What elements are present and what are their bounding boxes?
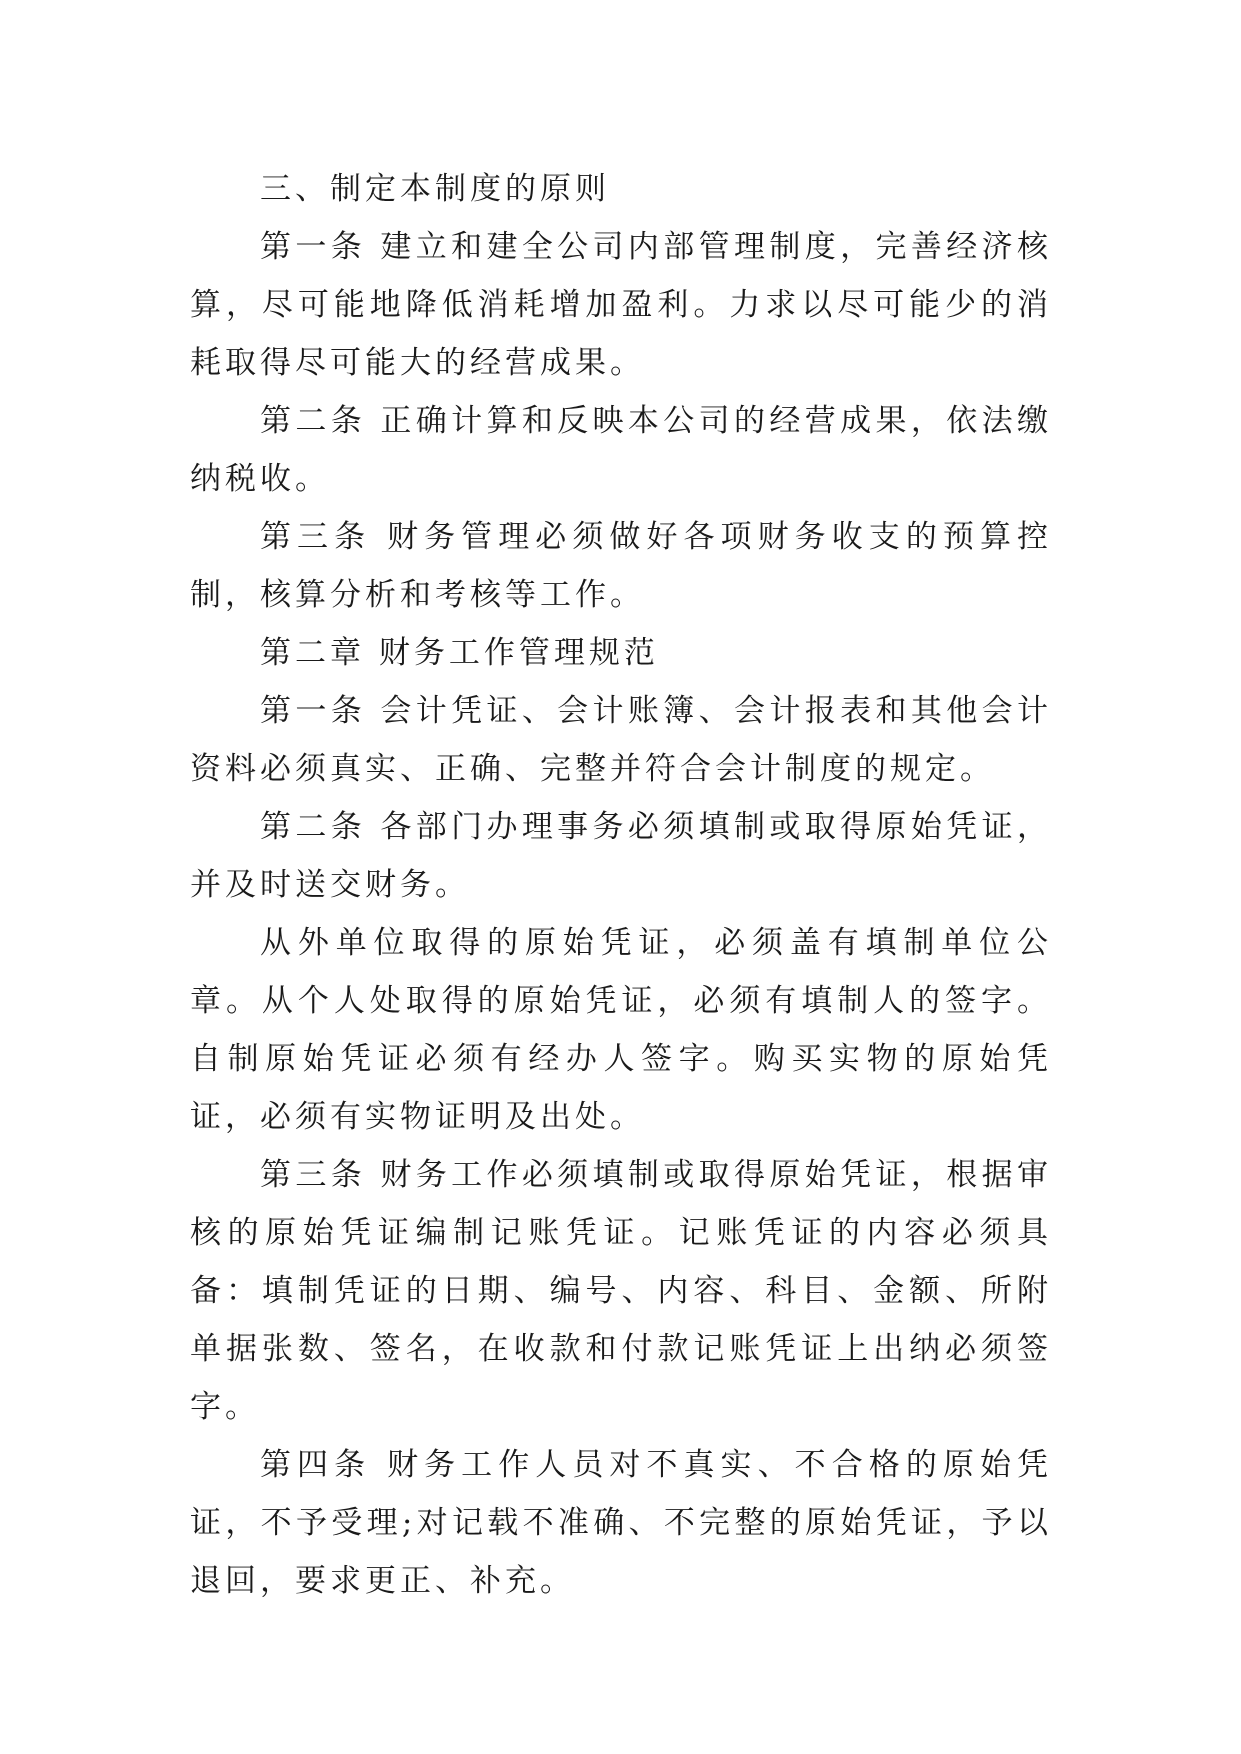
section-heading-principles: 三、制定本制度的原则 (260, 171, 610, 207)
paragraph-chapter2-article-1: 第一条 会计凭证、会计账簿、会计报表和其他会计资料必须真实、正确、完整并符合会计制度的规定。 (190, 693, 1052, 787)
paragraph-chapter2-article-2: 第二条 各部门办理事务必须填制或取得原始凭证，并及时送交财务。 (190, 809, 1052, 903)
document-page (190, 160, 1052, 1610)
paragraph-article-2: 第二条 正确计算和反映本公司的经营成果，依法缴纳税收。 (190, 403, 1052, 497)
paragraph-chapter2-article-3: 第三条 财务工作必须填制或取得原始凭证，根据审核的原始凭证编制记账凭证。记账凭证的内容必须具备：填制凭证的日期、编号、内容、科目、金额、所附单据张数、签名，在收款和付款记账凭证上出纳必须签字。 (190, 1157, 1052, 1425)
paragraph-chapter2-article-4: 第四条 财务工作人员对不真实、不合格的原始凭证，不予受理;对记载不准确、不完整的原始凭证，予以退回，要求更正、补充。 (190, 1447, 1052, 1599)
paragraph-article-3: 第三条 财务管理必须做好各项财务收支的预算控制，核算分析和考核等工作。 (190, 519, 1052, 613)
chapter-heading-finance-standards: 第二章 财务工作管理规范 (260, 635, 659, 671)
paragraph-article-1: 第一条 建立和建全公司内部管理制度，完善经济核算，尽可能地降低消耗增加盈利。力求以尽可能少的消耗取得尽可能大的经营成果。 (190, 229, 1052, 381)
paragraph-original-voucher-rules: 从外单位取得的原始凭证，必须盖有填制单位公章。从个人处取得的原始凭证，必须有填制人的签字。自制原始凭证必须有经办人签字。购买实物的原始凭证，必须有实物证明及出处。 (190, 925, 1052, 1135)
